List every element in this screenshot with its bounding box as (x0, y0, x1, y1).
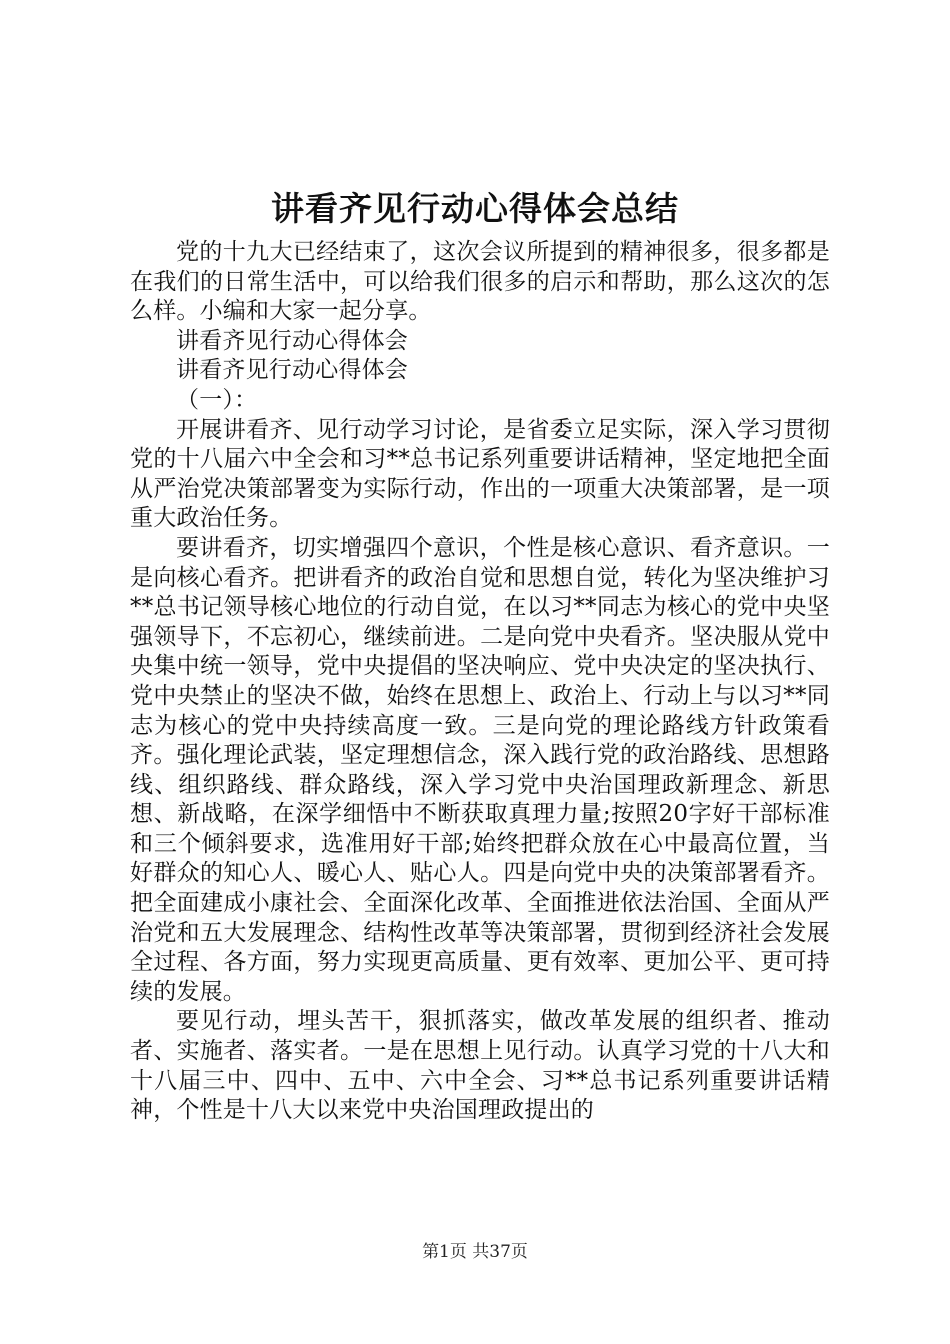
paragraph-section-marker: （一）： (176, 386, 258, 413)
paragraph-intro: 党的十九大已经结束了，这次会议所提到的精神很多，很多都是在我们的日常生活中，可以给我们很多的启示和帮助，那么这次的怎么样。小编和大家一起分享。 (130, 239, 830, 325)
paragraph-body: 要讲看齐，切实增强四个意识，个性是核心意识、看齐意识。一是向核心看齐。把讲看齐的政治自觉和思想自觉，转化为坚决维护习**总书记领导核心地位的行动自觉，在以习**同志为核心的党中央坚强领导下，不忘初心，继续前进。二是向党中央看齐。坚决服从党中央集中统一领导，党中央提倡的坚决响应、党中央决定的坚决执行、党中央禁止的坚决不做，始终在思想上、政治上、行动上与以习**同志为核心的党中央持续高度一致。三是向党的理论路线方针政策看齐。强化理论武装，坚定理想信念，深入践行党的政治路线、思想路线、组织路线、群众路线，深入学习党中央治国理政新理念、新思想、新战略，在深学细悟中不断获取真理力量;按照20字好干部标准和三个倾斜要求，选准用好干部;始终把群众放在心中最高位置，当好群众的知心人、暖心人、贴心人。四是向党中央的决策部署看齐。把全面建成小康社会、全面深化改革、全面推进依法治国、全面从严治党和五大发展理念、结构性改革等决策部署，贯彻到经济社会发展全过程、各方面，努力实现更高质量、更有效率、更加公平、更可持续的发展。 (130, 534, 830, 1005)
paragraph-subheading: 讲看齐见行动心得体会 (176, 327, 408, 354)
paragraph-body: 开展讲看齐、见行动学习讨论，是省委立足实际，深入学习贯彻党的十八届六中全会和习**总书记系列重要讲话精神，坚定地把全面从严治党决策部署变为实际行动，作出的一项重大决策部署，是一项重大政治任务。 (130, 416, 830, 532)
paragraph-subheading: 讲看齐见行动心得体会 (176, 357, 408, 384)
document-body (130, 238, 830, 1126)
page-number-footer: 第1页 共37页 (422, 1242, 528, 1262)
document-title: 讲看齐见行动心得体会总结 (271, 189, 679, 228)
paragraph-body: 要见行动，埋头苦干，狠抓落实，做改革发展的组织者、推动者、实施者、落实者。一是在思想上见行动。认真学习党的十八大和十八届三中、四中、五中、六中全会、习**总书记系列重要讲话精神，个性是十八大以来党中央治国理政提出的 (130, 1008, 830, 1124)
